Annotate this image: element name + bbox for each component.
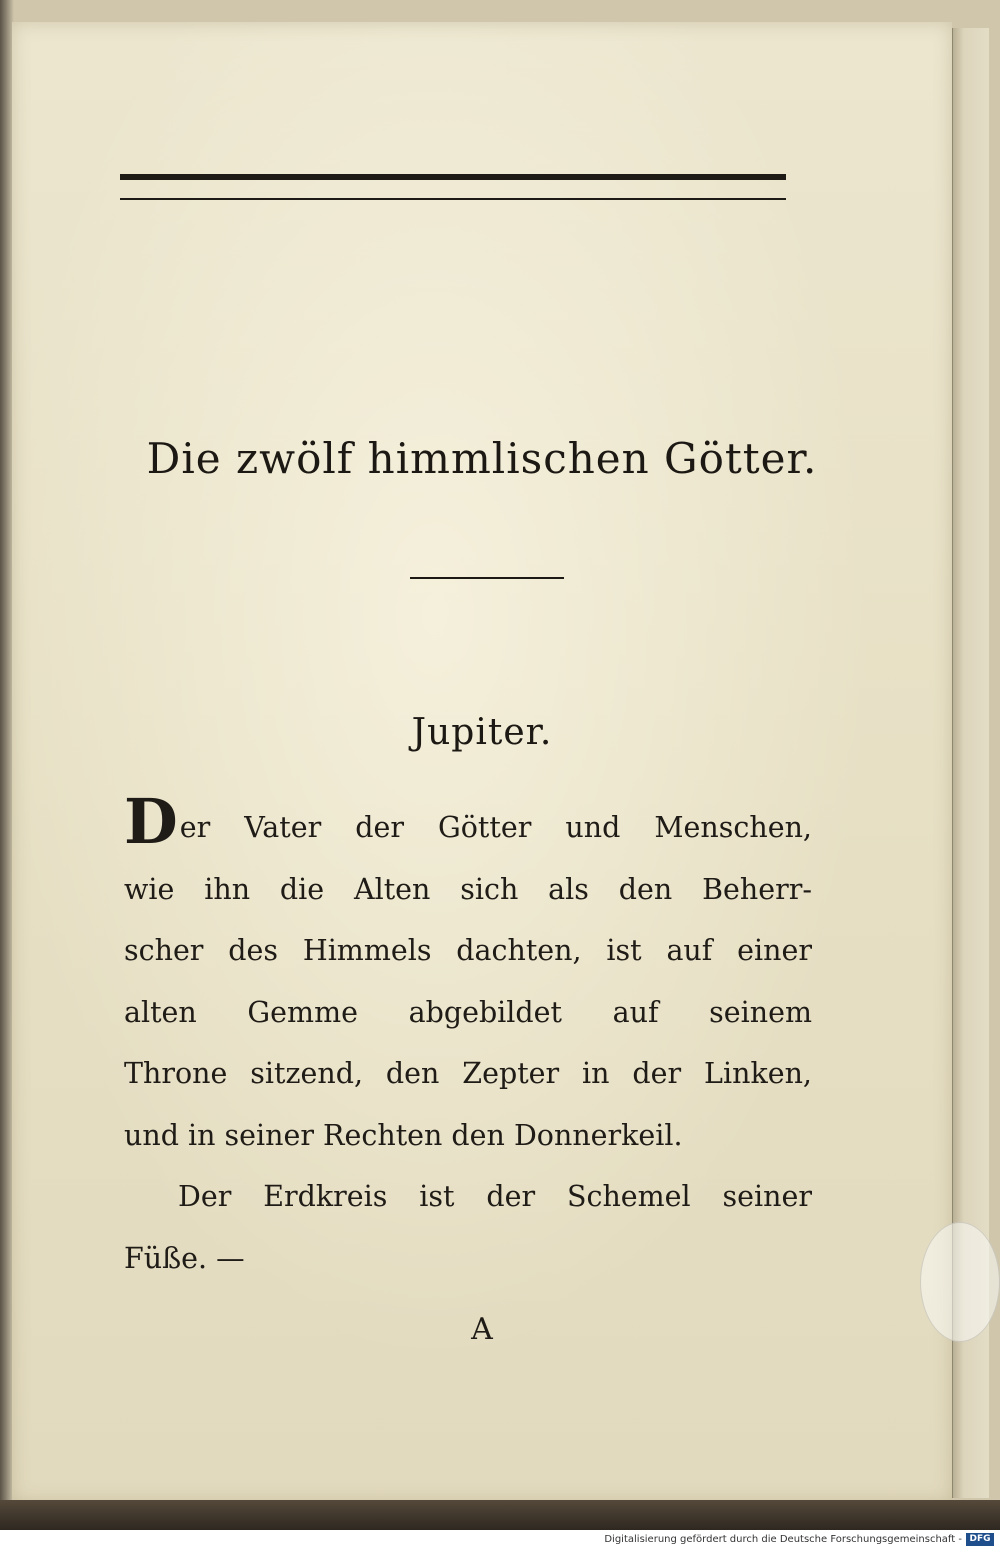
text-line-8: Füße. —	[124, 1241, 245, 1275]
text-line-7: Der Erdkreis ist der Schemel seiner	[178, 1180, 812, 1213]
header-rule-thin	[120, 198, 786, 200]
text-line-2: wie ihn die Alten sich als den Beherr-	[124, 872, 812, 906]
drop-cap: D	[124, 785, 178, 858]
text-line-1	[124, 785, 812, 859]
text-line-3: scher des Himmels dachten, ist auf einer	[124, 934, 812, 967]
signature-mark: A	[471, 1312, 493, 1347]
library-stamp	[920, 1222, 1000, 1342]
dfg-logo: DFG	[966, 1533, 994, 1546]
text-line-1-rest: er Vater der Götter und Menschen,	[179, 811, 812, 844]
header-double-rule	[120, 174, 786, 204]
text-line-6: und in seiner Rechten den Donnerkeil.	[124, 1118, 683, 1152]
section-title: Jupiter.	[411, 712, 553, 753]
chapter-heading: Die zwölf himmlischen Götter.	[146, 434, 818, 483]
text-line-5: Throne sitzend, den Zepter in der Linken,	[124, 1057, 812, 1090]
scan-bottom-edge	[0, 1500, 1000, 1530]
heading-separator-rule	[410, 577, 564, 579]
footer-credit: Digitalisierung gefördert durch die Deutsche Forschungsgemeinschaft -	[604, 1534, 962, 1545]
header-rule-thick	[120, 174, 786, 180]
body-text	[124, 785, 812, 1289]
book-page	[12, 22, 952, 1502]
text-line-4: alten Gemme abgebildet auf seinem	[124, 995, 812, 1029]
